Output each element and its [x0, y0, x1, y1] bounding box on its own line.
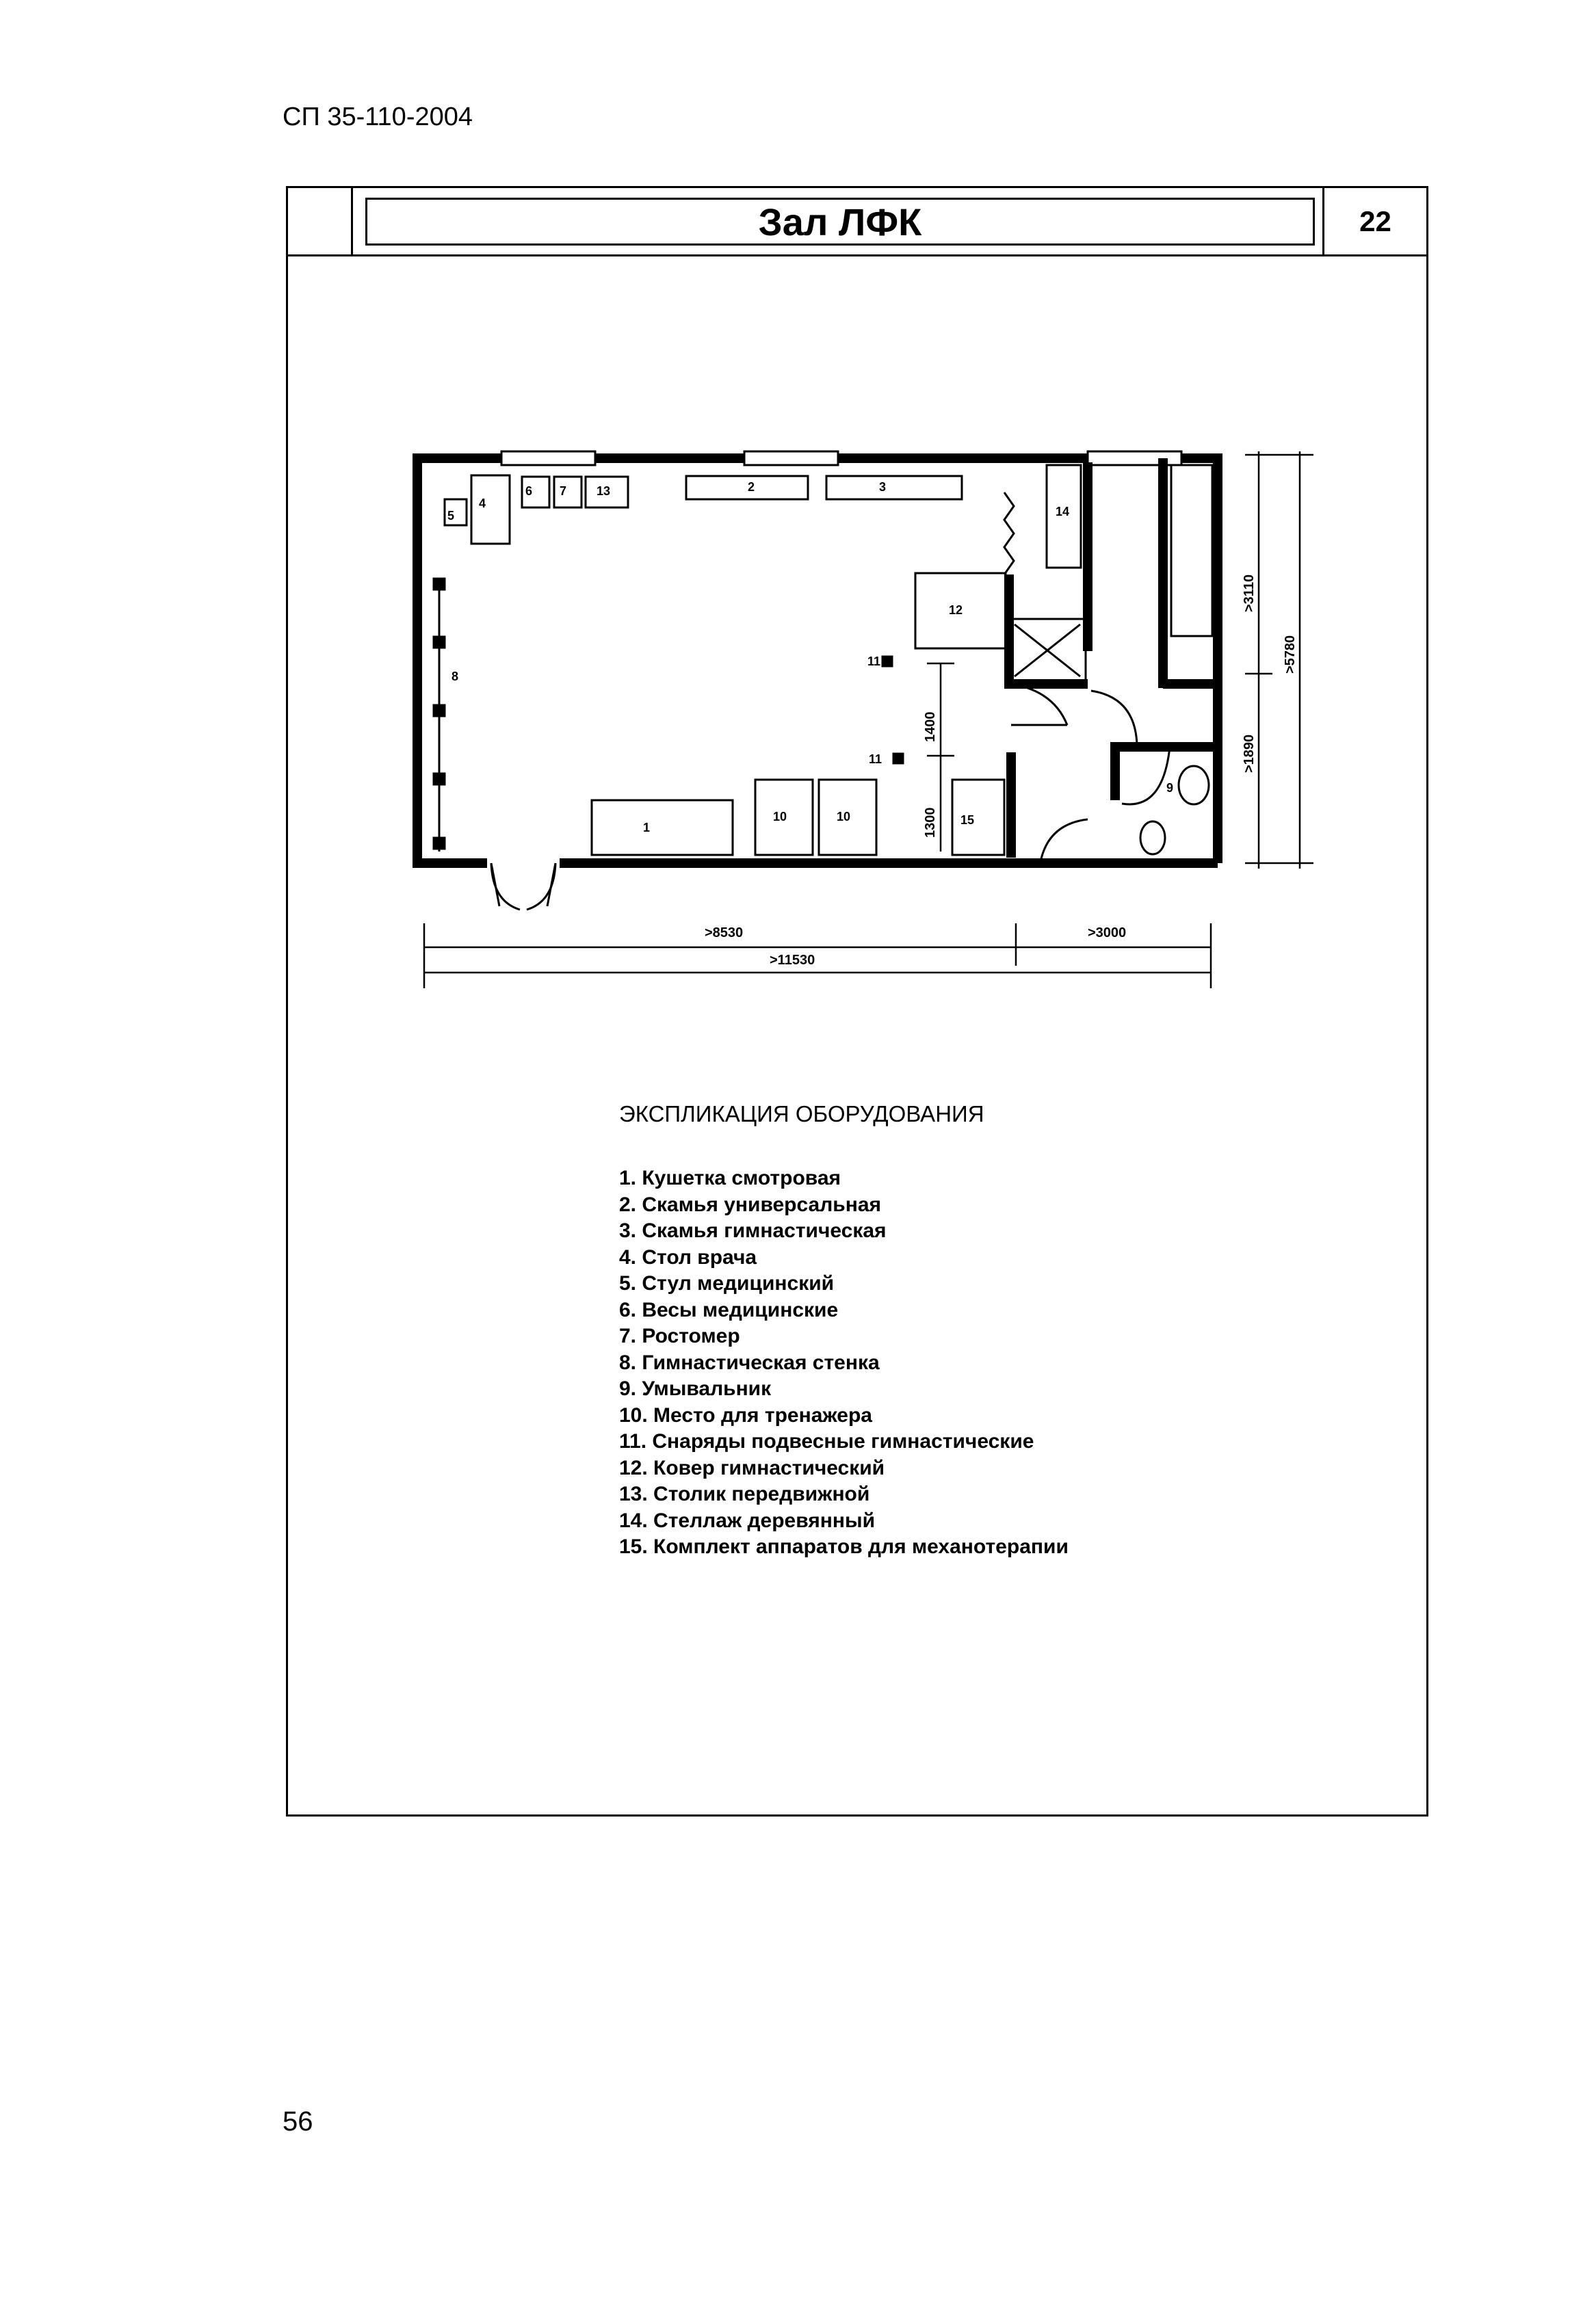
item-label-7: 7 — [560, 484, 567, 498]
legend-item: 9. Умывальник — [619, 1377, 772, 1400]
legend-item: 13. Столик передвижной — [619, 1483, 870, 1505]
dimension-lines — [424, 451, 1313, 988]
legend-item: 2. Скамья универсальная — [619, 1193, 882, 1216]
sheet-title: Зал ЛФК — [758, 200, 922, 243]
legend-item: 15. Комплект аппаратов для механотерапии — [619, 1535, 1069, 1558]
item-label-15: 15 — [960, 813, 975, 827]
item-label-11a: 11 — [867, 655, 881, 668]
legend-item: 7. Ростомер — [619, 1325, 740, 1347]
sheet-number: 22 — [1359, 204, 1391, 237]
dim-3000: >3000 — [1088, 925, 1127, 940]
item-label-10a: 10 — [773, 810, 787, 823]
equipment — [445, 465, 1212, 855]
equipment-legend — [619, 1101, 1069, 1561]
legend-item: 10. Место для тренажера — [619, 1403, 872, 1427]
legend-item: 11. Снаряды подвесные гимнастические — [619, 1430, 1034, 1453]
item-label-3: 3 — [879, 480, 887, 494]
item-label-4: 4 — [479, 497, 486, 510]
dim-3110: >3110 — [1242, 574, 1257, 612]
dim-1890: >1890 — [1242, 734, 1257, 773]
legend-item: 3. Скамья гимнастическая — [619, 1219, 887, 1242]
document-code: СП 35-110-2004 — [283, 103, 473, 131]
legend-item: 6. Весы медицинские — [619, 1298, 839, 1321]
item-label-9: 9 — [1166, 781, 1174, 795]
legend-item: 8. Гимнастическая стенка — [619, 1351, 880, 1374]
item-label-11b: 11 — [869, 752, 882, 766]
dim-5780: >5780 — [1283, 635, 1298, 674]
item-label-10b: 10 — [837, 810, 851, 823]
legend-item: 14. Стеллаж деревянный — [619, 1509, 876, 1532]
item-label-8: 8 — [452, 670, 459, 683]
item-label-2: 2 — [748, 480, 755, 494]
legend-list — [619, 1165, 1069, 1561]
item-label-12: 12 — [949, 603, 963, 617]
item-label-14: 14 — [1056, 505, 1070, 518]
item-label-1: 1 — [643, 821, 651, 834]
outer-walls — [413, 453, 1218, 863]
legend-item: 1. Кушетка смотровая — [619, 1167, 841, 1189]
wall-bars — [434, 579, 445, 851]
doors — [491, 684, 1170, 910]
legend-item: 12. Ковер гимнастический — [619, 1456, 885, 1479]
dim-1400: 1400 — [923, 711, 938, 742]
dim-1300: 1300 — [923, 807, 938, 838]
item-label-13: 13 — [597, 484, 611, 498]
dim-8530: >8530 — [705, 925, 744, 940]
dim-11530: >11530 — [770, 953, 815, 968]
legend-heading: ЭКСПЛИКАЦИЯ ОБОРУДОВАНИЯ — [619, 1101, 984, 1126]
item-label-6: 6 — [525, 484, 533, 498]
item-label-5: 5 — [447, 509, 455, 523]
page-number: 56 — [283, 2107, 313, 2137]
legend-item: 4. Стол врача — [619, 1245, 757, 1269]
legend-item: 5. Стул медицинский — [619, 1272, 835, 1295]
